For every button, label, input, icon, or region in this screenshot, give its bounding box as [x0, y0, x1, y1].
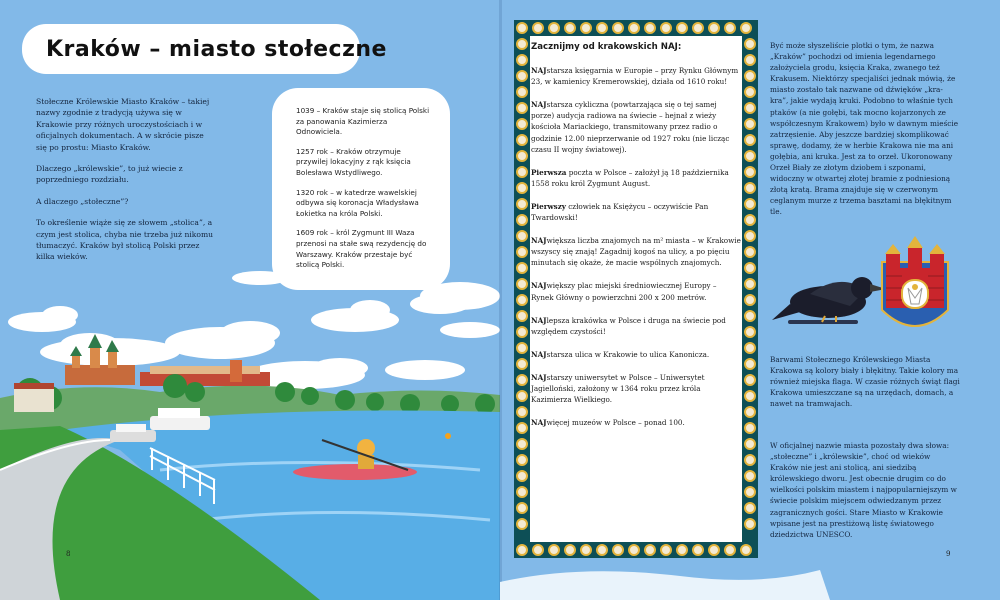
- book-gutter: [499, 0, 502, 600]
- ornament-tile: [516, 422, 528, 434]
- naj-item-text: więcej muzeów w Polsce – ponad 100.: [546, 418, 685, 428]
- ornament-tile: [532, 544, 544, 556]
- official-paragraph: W oficjalnej nazwie miasta pozostały dwa słowa: „stołeczne” i „królewskie”, choć od wieków Kraków nie jest ani stolicą, ani siedzibą królewskiego dworu. Jest obecnie drugim co do wielkości polskim miastem i najpopularniejszym w świecie polskim miejscem odwiedzanym przez zagranicznych gości. Stare Miasto w Krakowie wpisane jest na prestiżową listę światowego dziedzictwa UNESCO.: [770, 441, 957, 539]
- naj-item: [531, 280, 741, 302]
- ornament-tile: [516, 214, 528, 226]
- ornament-tile: [548, 22, 560, 34]
- ornament-tile: [692, 544, 704, 556]
- ornament-tile: [516, 486, 528, 498]
- ornament-tile: [516, 150, 528, 162]
- ornament-tile: [744, 518, 756, 530]
- naj-item-bold: NAJ: [531, 315, 547, 325]
- ornament-tile: [516, 54, 528, 66]
- timeline-entry: 1609 rok – król Zygmunt III Waza przenosi na stałe swą rezydencję do Warszawy. Kraków przestaje być stolicą Polski.: [296, 228, 427, 270]
- raven-icon: [772, 277, 886, 324]
- ornament-tile: [676, 22, 688, 34]
- naj-item-bold: NAJ: [531, 66, 547, 76]
- ornament-tile: [612, 22, 624, 34]
- naj-item-text: lepsza krakówka w Polsce i druga na świecie pod względem czystości!: [531, 315, 726, 336]
- ornament-tile: [580, 544, 592, 556]
- naj-item-bold: Pierwszy: [531, 201, 566, 211]
- ornament-tile: [516, 198, 528, 210]
- ornament-tile: [516, 70, 528, 82]
- naj-item: [531, 315, 741, 337]
- ornament-tile: [744, 198, 756, 210]
- ornament-tile: [516, 342, 528, 354]
- ornament-tile: [548, 544, 560, 556]
- ornament-tile: [744, 134, 756, 146]
- ornament-tile: [516, 102, 528, 114]
- naj-item-text: człowiek na Księżycu – oczywiście Pan Twardowski!: [531, 201, 709, 223]
- timeline-entry: 1039 – Kraków staje się stolicą Polski za panowania Kazimierza Odnowiciela.: [296, 106, 430, 137]
- naj-item: [531, 167, 741, 189]
- ornament-tile: [516, 502, 528, 514]
- ornament-tile: [744, 230, 756, 242]
- ornament-tile: [516, 326, 528, 338]
- naj-item: [531, 201, 741, 223]
- ornament-tile: [744, 86, 756, 98]
- ornament-tile: [516, 470, 528, 482]
- naj-item-text: starszy uniwersytet w Polsce – Uniwersytet Jagielloński, założony w 1364 roku przez króla Kazimierza Wielkiego.: [531, 372, 705, 405]
- naj-item-text: starsza ulica w Krakowie to ulica Kanonicza.: [546, 349, 710, 359]
- ornament-tile: [708, 544, 720, 556]
- ornament-tile: [740, 22, 752, 34]
- official-name-text: [770, 440, 960, 550]
- ornament-tile: [612, 544, 624, 556]
- naj-list: [531, 42, 741, 440]
- ornament-tile: [676, 544, 688, 556]
- naj-item-bold: NAJ: [531, 100, 547, 110]
- ornament-tile: [744, 390, 756, 402]
- ornament-tile: [596, 544, 608, 556]
- timeline-entry: 1257 rok – Kraków otrzymuje przywilej lokacyjny z rąk księcia Bolesława Wstydliwego.: [296, 146, 411, 177]
- naj-item: [531, 372, 741, 405]
- timeline-entry: 1320 rok – w katedrze wawelskiej odbywa się koronacja Władysława Łokietka na króla Polski.: [296, 187, 419, 218]
- page-title: Kraków – miasto stołeczne: [46, 36, 387, 62]
- naj-item-bold: NAJ: [531, 418, 547, 428]
- ornament-tile: [744, 326, 756, 338]
- naj-item-text: poczta w Polsce – założył ją 18 października 1558 roku król Zygmunt August.: [531, 167, 729, 188]
- ornament-tile: [516, 294, 528, 306]
- naj-item: [531, 235, 741, 268]
- colors-paragraph: Barwami Stołecznego Królewskiego Miasta Krakowa są kolory biały i błękitny. Takie kolory ma również miejska flaga. W czasie różnych świąt flagi Krakowa umieszczane są na urzędach, domach, a nawet na tramwajach.: [770, 355, 960, 409]
- ornament-tile: [516, 454, 528, 466]
- ornament-tile: [516, 166, 528, 178]
- ornament-tile: [516, 358, 528, 370]
- naj-heading: Zacznijmy od krakowskich NAJ:: [531, 42, 682, 52]
- ornament-tile: [532, 22, 544, 34]
- ornament-tile: [744, 214, 756, 226]
- naj-item-bold: NAJ: [531, 372, 547, 382]
- page-title-box: [22, 24, 387, 74]
- ornament-tile: [564, 544, 576, 556]
- bottom-wave-decoration: [500, 560, 1000, 600]
- ornament-tile: [660, 544, 672, 556]
- page-number-right: 9: [946, 550, 951, 558]
- naj-item: [531, 349, 741, 360]
- ornament-tile: [744, 454, 756, 466]
- naj-item-bold: NAJ: [531, 349, 547, 359]
- naj-item-bold: Pierwsza: [531, 167, 567, 177]
- ornament-tile: [516, 118, 528, 130]
- ornament-tile: [724, 22, 736, 34]
- ornament-tile: [516, 406, 528, 418]
- ornament-tile: [516, 390, 528, 402]
- ornament-tile: [744, 374, 756, 386]
- ornament-tile: [580, 22, 592, 34]
- ornament-tile: [744, 54, 756, 66]
- colors-text: [770, 354, 960, 419]
- ornament-tile: [744, 406, 756, 418]
- ornament-tile: [744, 166, 756, 178]
- naj-item: [531, 65, 741, 87]
- naj-item-text: starsza księgarnia w Europie – przy Rynku Głównym 23, w kamienicy Kremerowskiej, działa od 1610 roku!: [531, 66, 739, 87]
- raven-and-coat-of-arms: [770, 232, 970, 344]
- timeline-box: [272, 88, 450, 290]
- ornament-tile: [692, 22, 704, 34]
- ornament-tile: [744, 118, 756, 130]
- naj-item-text: większa liczba znajomych na m² miasta – w Krakowie wszyscy się znają! Zagadnij kogoś na ulicy, a po pięciu minutach się okaże, że macie wspólnych znajomych.: [531, 236, 741, 268]
- ornament-tile: [744, 294, 756, 306]
- ornament-tile: [744, 470, 756, 482]
- ornament-tile: [744, 150, 756, 162]
- ornament-tile: [516, 246, 528, 258]
- ornament-tile: [516, 310, 528, 322]
- naj-item: [531, 99, 741, 154]
- ornament-tile: [516, 544, 528, 556]
- ornament-tile: [644, 22, 656, 34]
- naj-item: [531, 417, 741, 428]
- ornament-tile: [516, 262, 528, 274]
- intro-paragraph: To określenie wiąże się ze słowem „stolica”, a czym jest stolica, chyba nie trzeba już nikomu tłumaczyć. Kraków był stolicą Polski przez kilka wieków.: [36, 218, 214, 262]
- ornament-tile: [744, 502, 756, 514]
- ornament-tile: [744, 246, 756, 258]
- ornament-tile: [744, 342, 756, 354]
- ornament-tile: [708, 22, 720, 34]
- ornament-tile: [628, 22, 640, 34]
- ornament-tile: [628, 544, 640, 556]
- ornament-tile: [744, 310, 756, 322]
- ornament-tile: [516, 374, 528, 386]
- ornament-tile: [744, 486, 756, 498]
- ornament-tile: [516, 230, 528, 242]
- ornament-tile: [516, 182, 528, 194]
- naj-item-bold: NAJ: [531, 281, 547, 291]
- ornament-tile: [744, 438, 756, 450]
- legend-paragraph: Być może słyszeliście plotki o tym, że nazwa „Kraków” pochodzi od imienia legendarnego założyciela grodu, księcia Kraka, zwanego też Krakusem. Niektórzy specjaliści jednak mówią, że miasto zostało tak nazwane od dźwięków „kra-kra”, jakie wydają kruki. Podobno to właśnie tych ptaków (a nie gołębi, tak mocno kojarzonych ze współczesnym Krakowem) było w dawnym mieście zatrzęsienie. Aby jeszcze bardziej skomplikować sprawę, dodamy, że w herbie Krakowa nie ma ani gołębia, ani kruka. Jest za to orzeł. Ukoronowany Orzeł Biały ze złotym dziobem i szponami, widoczny w otwartej złotej bramie z podniesioną złotą kratą. Brama znajduje się w czerwonym ceglanym murze z trzema basztami na błękitnym tle.: [770, 41, 959, 217]
- intro-paragraph: A dlaczego „stołeczne”?: [36, 196, 129, 206]
- ornament-tile: [724, 544, 736, 556]
- intro-text: [36, 96, 214, 273]
- intro-paragraph: Stołeczne Królewskie Miasto Kraków – takiej nazwy zgodnie z tradycją używa się w Krakowie przy różnych uroczystościach i w oficjalnych dokumentach. A w skrócie pisze się po prostu: Miasto Kraków.: [36, 97, 210, 152]
- ornament-tile: [744, 358, 756, 370]
- ornament-tile: [744, 182, 756, 194]
- ornament-tile: [516, 278, 528, 290]
- naj-item-text: większy plac miejski średniowiecznej Europy – Rynek Główny o powierzchni 200 x 200 metrów.: [531, 281, 717, 302]
- ornament-tile: [744, 102, 756, 114]
- ornament-tile: [644, 544, 656, 556]
- page-number-left: 8: [66, 550, 71, 558]
- intro-paragraph: Dlaczego „królewskie”, to już wiecie z poprzedniego rozdziału.: [36, 164, 183, 185]
- ornament-tile: [744, 38, 756, 50]
- ornament-tile: [516, 22, 528, 34]
- ornament-tile: [516, 134, 528, 146]
- ornament-tile: [564, 22, 576, 34]
- ornament-tile: [744, 70, 756, 82]
- legend-text: [770, 40, 960, 228]
- naj-item-bold: NAJ: [531, 236, 547, 246]
- ornament-tile: [740, 544, 752, 556]
- ornament-tile: [516, 38, 528, 50]
- krakow-coat-of-arms-icon: [882, 236, 948, 326]
- ornament-tile: [744, 262, 756, 274]
- naj-item-text: starsza cykliczna (powtarzająca się o tej samej porze) audycja radiowa na świecie – hejnał z wieży kościoła Mariackiego, transmitowany przez radio o godzinie 12.00 nieprzerwanie od 1927 roku (nie licząc czasu II wojny światowej).: [531, 100, 730, 154]
- ornament-tile: [516, 518, 528, 530]
- ornament-tile: [744, 278, 756, 290]
- ornament-tile: [516, 438, 528, 450]
- ornament-tile: [516, 86, 528, 98]
- ornament-tile: [596, 22, 608, 34]
- ornament-tile: [660, 22, 672, 34]
- ornament-tile: [744, 422, 756, 434]
